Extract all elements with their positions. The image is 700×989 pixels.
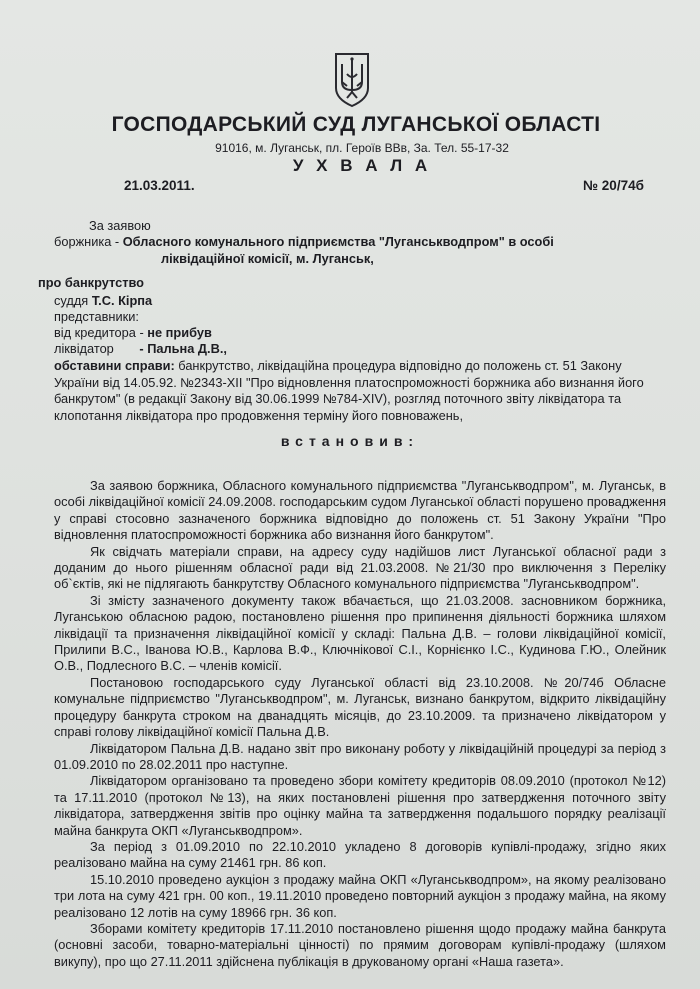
circumstances-line: України від 14.05.92. №2343-XII "Про відновлення платоспроможності боржника або визнання його [54, 375, 644, 390]
case-number: № 20/74б [583, 178, 644, 193]
body-paragraph: 15.10.2010 проведено аукціон з продажу майна ОКП «Луганськводпром», на якому реалізовано три лота на суму 421 грн. 00 коп., 19.11.2010 проведено повторний аукціон з продажу майна, на якому реалізовано 12 лотів на суму 18966 грн. 36 коп. [54, 871, 666, 920]
circumstances-line-1 [54, 358, 622, 373]
liquidator-label: ліквідатор [54, 341, 114, 356]
established-heading: встановив: [280, 433, 420, 449]
debtor-name: Обласного комунального підприємства "Луганськводпром" в особі [122, 234, 554, 249]
document-date: 21.03.2011. [124, 178, 195, 193]
circumstances-label: обставини справи: [54, 358, 175, 373]
body-paragraph: За заявою боржника, Обласного комунального підприємства "Луганськводпром", м. Луганськ, в особі ліквідаційної комісії 24.09.2008. господарським судом Луганської області порушено провадження у справі стосовно зазначеного боржника відповідно до положень ст. 51 Закону України "Про відновлення платоспроможності боржника або визнання його банкрутом". [54, 478, 666, 543]
circumstances-line: клопотання ліквідатора про продовження терміну його повноважень, [54, 407, 464, 423]
representatives-label: представники: [54, 309, 139, 324]
za-zayavoyu-label: За заявою [89, 218, 151, 233]
creditor-label: від кредитора - [54, 325, 144, 340]
subject-line: про банкрутство [38, 275, 144, 290]
judge-name: Т.С. Кірпа [91, 293, 153, 308]
body-paragraph: Зборами комітету кредиторів 17.11.2010 постановлено рішення щодо продажу майна банкрута (основні засоби, товарно-матеріальні цінності) по прямим договорам купівлі-продажу (шляхом викупу), про що 27.11.2011 здійснена публікація в друкованому органі «Наша газета». [54, 920, 666, 969]
body-paragraph: Ліквідатором Пальна Д.В. надано звіт про виконану роботу у ліквідаційній процедурі за період з 01.09.2010 по 28.02.2011 про наступне. [54, 740, 666, 772]
creditor-value: не прибув [147, 325, 212, 340]
main-body [54, 478, 666, 970]
circumstances-text: банкрутство, ліквідаційна процедура відповідно до положень ст. 51 Закону [178, 358, 622, 373]
circumstances-body [54, 375, 666, 424]
document-type-title: У Х В А Л А [292, 156, 432, 175]
body-paragraph: Постановою господарського суду Луганської області від 23.10.2008. №20/74б Обласне комунальне підприємство "Луганськводпром", м. Луганськ, визнано банкрутом, відкрито ліквідаційну процедуру банкрута строком на дванадцять місяців, до 23.10.2009. та призначено ліквідатором у справі голову ліквідаційної комісії Пальна Д.В. [54, 674, 666, 740]
debtor-line-1 [54, 234, 554, 249]
creditor-line [54, 325, 212, 340]
debtor-line-2: ліквідаційної комісії, м. Луганськ, [161, 251, 374, 266]
body-paragraph: Як свідчать матеріали справи, на адресу суду надійшов лист Луганської обласної ради з доданим до нього рішенням обласної ради від 21.03.2008. №21/30 про виключення з Переліку об`єктів, які не підлягають банкрутству Обласного комунального підприємства "Луганськводпром". [54, 543, 666, 592]
court-name: ГОСПОДАРСЬКИЙ СУД ЛУГАНСЬКОЇ ОБЛАСТІ [111, 113, 601, 136]
court-address: 91016, м. Луганськ, пл. Героїв ВВв, За. Тел. 55-17-32 [215, 141, 509, 155]
body-paragraph: Зі змісту зазначеного документу також вбачається, що 21.03.2008. засновником боржника, Луганською обласною радою, постановлено рішення про припинення діяльності боржника шляхом ліквідації та призначення ліквідаційної комісії у складі: Пальна Д.В. – голови ліквідаційної комісії, Прилипи В.С., Іванова Ю.В., Карлова В.Ф., Ключнікової С.І., Корнієнко І.С., Кудинова Г.Ю., Олейник О.В., Подлесного В.С. – членів комісії. [54, 592, 666, 674]
trident-coat-of-arms-icon [333, 52, 371, 108]
body-paragraph: Ліквідатором організовано та проведено збори комітету кредиторів 08.09.2010 (протокол №12) та 17.11.2010 (протокол №13), на яких постановлені рішення про затвердження поточного звіту ліквідатора, затвердження звітів про оцінку майна та затвердження подальшого порядку реалізації майна банкрута ОКП «Луганськводпром». [54, 773, 666, 838]
body-paragraph: За період з 01.09.2010 по 22.10.2010 укладено 8 договорів купівлі-продажу, згідно яких реалізовано майна на суму 21461 грн. 86 коп. [54, 838, 666, 871]
liquidator-line [54, 341, 227, 356]
judge-line [54, 293, 152, 308]
judge-label: суддя [54, 293, 89, 308]
debtor-label: боржника - [54, 234, 120, 249]
liquidator-value: - Пальна Д.В., [139, 341, 227, 356]
circumstances-line: банкрутом" (в редакції Закону від 30.06.1999 №784-XIV), розгляд поточного звіту ліквідатора та [54, 391, 622, 407]
